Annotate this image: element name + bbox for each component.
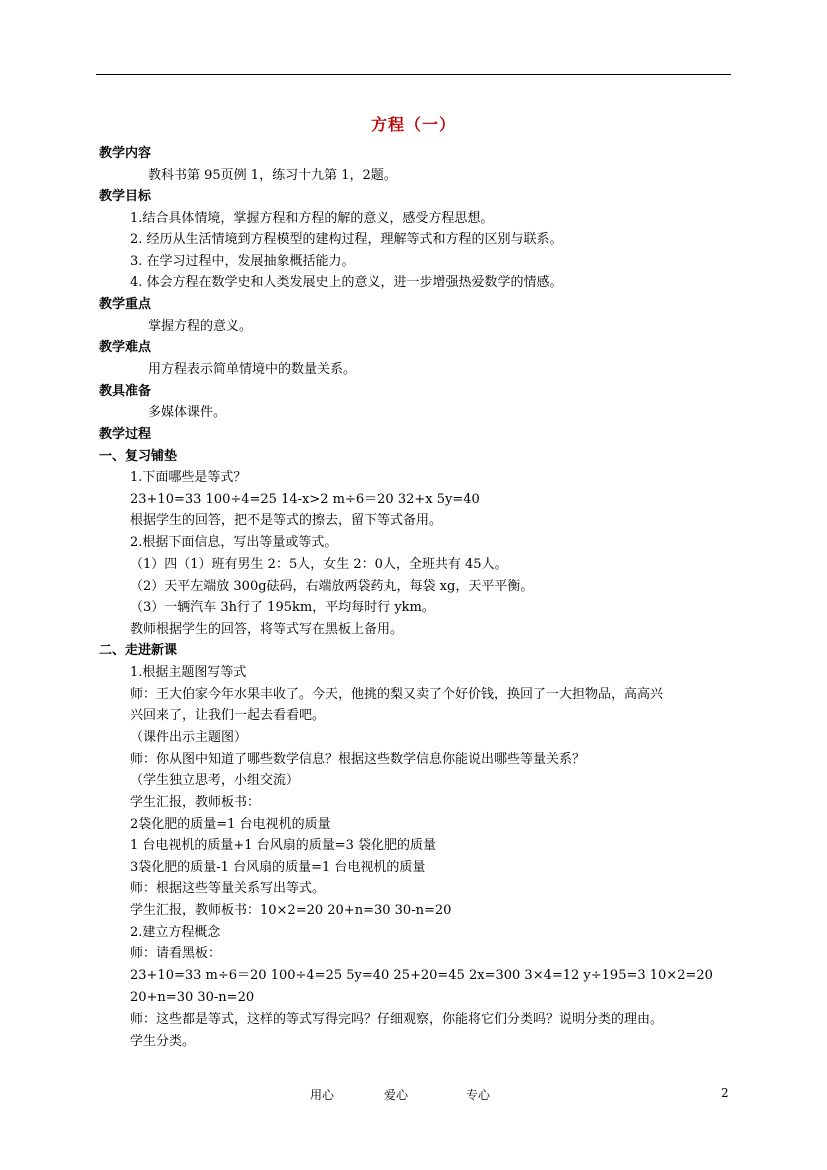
text-line: 多媒体课件。 bbox=[148, 405, 227, 420]
text-line: 学生汇报，教师板书： bbox=[130, 795, 261, 810]
text-line: 2袋化肥的质量=1 台电视机的质量 bbox=[130, 817, 331, 832]
text-line: （3）一辆汽车 3h行了 195km，平均每时行 ykm。 bbox=[130, 600, 435, 615]
text-line: 2.根据下面信息，写出等量或等式。 bbox=[130, 535, 338, 550]
text-line: 3袋化肥的质量-1 台风扇的质量=1 台电视机的质量 bbox=[130, 860, 426, 875]
text-line: （2）天平左端放 300g砝码，右端放两袋药丸，每袋 xg，天平平衡。 bbox=[130, 579, 534, 594]
section-heading: 一、复习铺垫 bbox=[99, 449, 178, 464]
text-line: 1.结合具体情境，掌握方程和方程的解的意义，感受方程思想。 bbox=[130, 211, 494, 226]
footer-text-2: 爱心 bbox=[384, 1088, 409, 1102]
text-line: 1 台电视机的质量+1 台风扇的质量=3 袋化肥的质量 bbox=[130, 838, 436, 853]
text-line: （1）四（1）班有男生 2：5人，女生 2：0人，全班共有 45人。 bbox=[130, 557, 508, 572]
text-line: 3. 在学习过程中，发展抽象概括能力。 bbox=[130, 254, 355, 269]
text-line: 2.建立方程概念 bbox=[130, 925, 221, 940]
text-line: 20+n=30 30-n=20 bbox=[130, 990, 255, 1005]
text-line: 23+10=33 100÷4=25 14-x>2 m÷6＝20 32+x 5y=40 bbox=[130, 492, 480, 507]
section-heading: 教学目标 bbox=[99, 189, 152, 204]
text-line: 教科书第 95页例 1，练习十九第 1，2题。 bbox=[148, 168, 397, 183]
footer-text-3: 专心 bbox=[466, 1088, 491, 1102]
text-line: 掌握方程的意义。 bbox=[148, 319, 253, 334]
text-line: 学生汇报，教师板书：10×2=20 20+n=30 30-n=20 bbox=[130, 903, 452, 918]
page-number: 2 bbox=[721, 1086, 729, 1100]
text-line: 23+10=33 m÷6＝20 100÷4=25 5y=40 25+20=45 2x=300 3×4=12 y÷195=3 10×2=20 bbox=[130, 968, 713, 983]
text-line: 师：你从图中知道了哪些数学信息？根据这些数学信息你能说出哪些等量关系？ bbox=[130, 752, 586, 767]
text-line: 师：这些都是等式，这样的等式写得完吗？仔细观察，你能将它们分类吗？说明分类的理由。 bbox=[130, 1012, 664, 1027]
text-line: 兴回来了，让我们一起去看看吧。 bbox=[130, 708, 326, 723]
page-title: 方程（一） bbox=[370, 115, 456, 134]
text-line: 1.根据主题图写等式 bbox=[130, 665, 247, 680]
section-heading: 教学难点 bbox=[99, 340, 152, 355]
section-heading: 教学内容 bbox=[99, 146, 152, 161]
text-line: 根据学生的回答，把不是等式的擦去，留下等式备用。 bbox=[130, 513, 443, 528]
footer-text-1: 用心 bbox=[310, 1088, 335, 1102]
text-line: 教师根据学生的回答，将等式写在黑板上备用。 bbox=[130, 622, 404, 637]
text-line: 师：王大伯家今年水果丰收了。今天，他挑的梨又卖了个好价钱，换回了一大担物品，高高兴 bbox=[130, 687, 664, 702]
text-line: （学生独立思考，小组交流） bbox=[130, 773, 300, 788]
section-heading: 教学过程 bbox=[99, 427, 152, 442]
header-rule bbox=[96, 74, 731, 75]
text-line: 师：请看黑板： bbox=[130, 946, 222, 961]
text-line: 学生分类。 bbox=[130, 1034, 196, 1049]
section-heading: 二、走进新课 bbox=[99, 643, 178, 658]
section-heading: 教学重点 bbox=[99, 297, 152, 312]
text-line: （课件出示主题图） bbox=[130, 730, 248, 745]
text-line: 用方程表示简单情境中的数量关系。 bbox=[148, 362, 357, 377]
text-line: 1.下面哪些是等式？ bbox=[130, 470, 247, 485]
text-line: 师：根据这些等量关系写出等式。 bbox=[130, 881, 326, 896]
section-heading: 教具准备 bbox=[99, 384, 152, 399]
text-line: 2. 经历从生活情境到方程模型的建构过程，理解等式和方程的区别与联系。 bbox=[130, 232, 563, 247]
text-line: 4. 体会方程在数学史和人类发展史上的意义，进一步增强热爱数学的情感。 bbox=[130, 275, 563, 290]
